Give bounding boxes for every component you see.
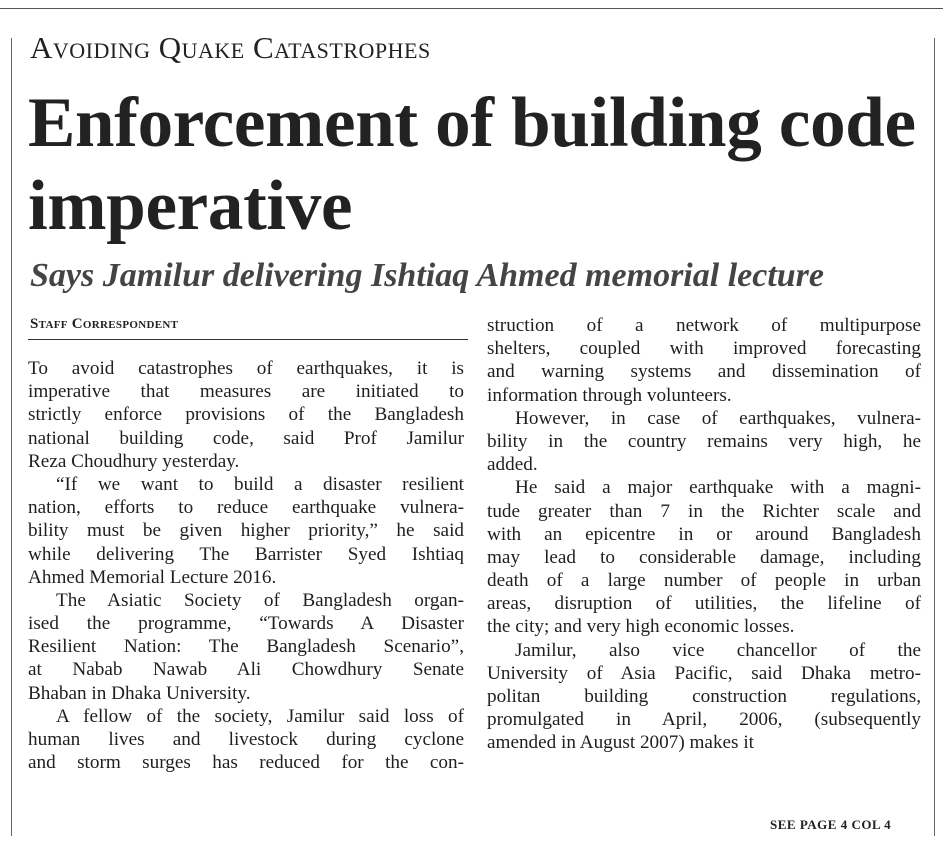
- left-border-rule: [11, 38, 12, 836]
- byline-rule: [28, 339, 468, 340]
- column-line: He said a major earthquake with a magni-: [515, 477, 921, 499]
- column-line: promulgated in April, 2006, (subsequently: [487, 709, 921, 731]
- column-line: Resilient Nation: The Bangladesh Scenario”,: [28, 636, 464, 658]
- right-border-rule: [934, 38, 935, 836]
- article-column-1: [28, 357, 464, 774]
- column-line: shelters, coupled with improved forecasting: [487, 338, 921, 360]
- column-line: To avoid catastrophes of earthquakes, it is: [28, 358, 464, 379]
- column-line: ised the programme, “Towards A Disaster: [28, 613, 464, 635]
- column-line: strictly enforce provisions of the Bangladesh: [28, 404, 464, 426]
- column-line: areas, disruption of utilities, the lifeline of: [487, 593, 921, 615]
- column-line: amended in August 2007) makes it: [487, 732, 754, 754]
- column-line: human lives and livestock during cyclone: [28, 729, 464, 750]
- column-line: A fellow of the society, Jamilur said loss of: [56, 705, 464, 727]
- subheadline: Says Jamilur delivering Ishtiaq Ahmed memorial lecture: [30, 257, 825, 294]
- column-line: However, in case of earthquakes, vulnera-: [515, 407, 921, 429]
- byline: Staff Correspondent: [30, 316, 179, 332]
- column-line: bility must be given higher priority,” he said: [28, 520, 464, 542]
- column-line: added.: [487, 454, 538, 476]
- column-line: Jamilur, also vice chancellor of the: [515, 639, 921, 661]
- column-line: at Nabab Nawab Ali Chowdhury Senate: [28, 659, 464, 681]
- column-line: while delivering The Barrister Syed Ishtiaq: [28, 543, 464, 565]
- column-line: and warning systems and dissemination of: [487, 361, 921, 383]
- column-line: Reza Choudhury yesterday.: [28, 450, 240, 472]
- column-line: and storm surges has reduced for the con-: [28, 752, 464, 774]
- column-line: Bhaban in Dhaka University.: [28, 682, 251, 704]
- kicker: Avoiding Quake Catastrophes: [30, 30, 431, 65]
- column-line: information through volunteers.: [487, 384, 732, 406]
- column-line: “If we want to build a disaster resilient: [56, 473, 464, 495]
- column-line: the city; and very high economic losses.: [487, 616, 795, 638]
- column-line: with an epicentre in or around Bangladesh: [487, 523, 921, 545]
- column-line: death of a large number of people in urban: [487, 570, 921, 592]
- column-line: bility in the country remains very high, he: [487, 430, 921, 452]
- headline: Enforcement of building code imperative: [28, 84, 916, 245]
- column-line: University of Asia Pacific, said Dhaka metro-: [487, 662, 921, 684]
- column-line: The Asiatic Society of Bangladesh organ-: [56, 589, 464, 611]
- continued-on-page-line[interactable]: SEE PAGE 4 COL 4: [770, 817, 892, 832]
- top-border-rule: [0, 8, 943, 9]
- article-column-2: [487, 314, 921, 755]
- column-line: national building code, said Prof Jamilur: [28, 427, 464, 449]
- column-line: struction of a network of multipurpose: [487, 315, 921, 336]
- column-line: politan building construction regulations,: [487, 686, 921, 707]
- column-line: imperative that measures are initiated to: [28, 381, 464, 403]
- column-line: Ahmed Memorial Lecture 2016.: [28, 566, 277, 588]
- column-line: may lead to considerable damage, including: [487, 546, 921, 568]
- column-line: tude greater than 7 in the Richter scale and: [487, 500, 921, 522]
- column-line: nation, efforts to reduce earthquake vulnera-: [28, 497, 464, 519]
